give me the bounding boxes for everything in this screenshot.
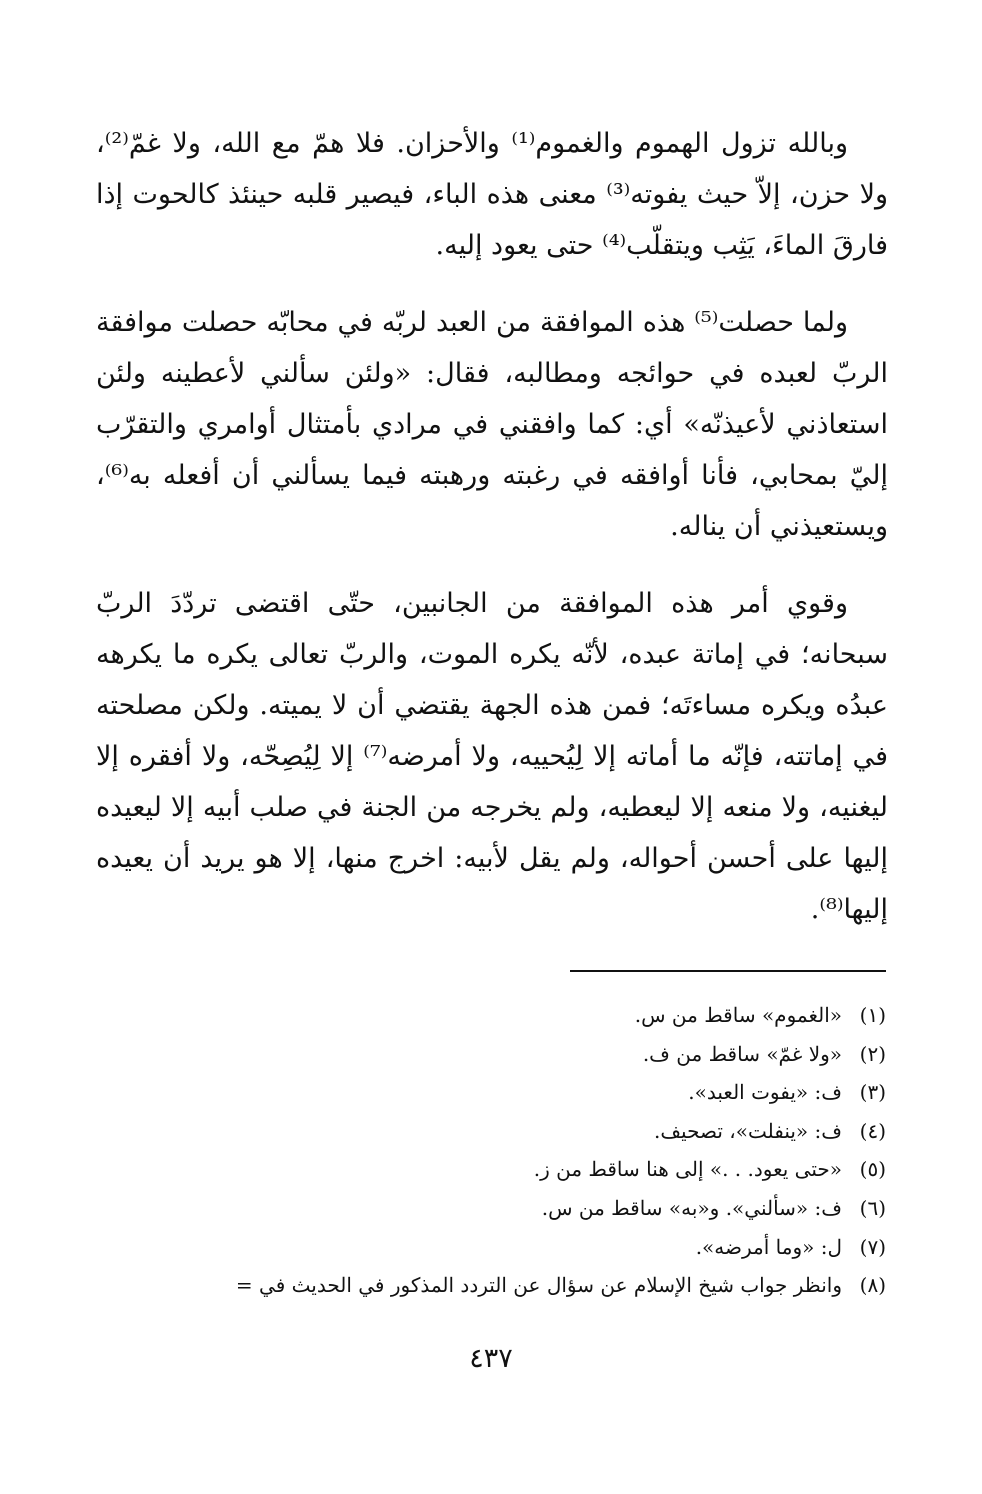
footnote-item: [80, 996, 886, 1035]
footnote-item: [80, 1112, 886, 1151]
footnote-item: [80, 1228, 886, 1267]
footnote-number: (٢): [859, 1041, 886, 1066]
footnote-number: (٦): [859, 1195, 886, 1220]
footnote-item: [80, 1189, 886, 1228]
footnote-divider: [570, 970, 886, 972]
footnote-text: «حتى يعود. . .» إلى هنا ساقط من ز.: [533, 1157, 842, 1182]
footnote-text: وانظر جواب شيخ الإسلام عن سؤال عن التردد المذكور في الحديث في =: [235, 1273, 842, 1298]
paragraph-3: وقوي أمر هذه الموافقة من الجانبين، حتّى اقتضى تردّدَ الربّ سبحانه؛ في إماتة عبده، لأنّه يكره الموت، والربّ تعالى يكره ما يكرهه عبدُه ويكره مساءتَه؛ فمن هذه الجهة يقتضي أن لا يميته. ولكن مصلحته في إماتته، فإنّه ما أماته إلا لِيُحييه، ولا أمرضه⁽⁷⁾ إلا لِيُصِحّه، ولا أفقره إلا ليغنيه، ولا منعه إلا ليعطيه، ولم يخرجه من الجنة في صلب أبيه إلا ليعيده إليها على أحسن أحواله، ولم يقل لأبيه: اخرج منها، إلا هو يريد أن يعيده إليها⁽⁸⁾.: [96, 588, 888, 925]
footnote-number: (٤): [859, 1118, 886, 1143]
footnote-text: «الغموم» ساقط من س.: [634, 1003, 842, 1027]
footnote-number: (١): [859, 1003, 886, 1027]
footnote-text: ف: «يفوت العبد».: [688, 1080, 842, 1105]
footnote-item: [80, 1150, 886, 1189]
footnote-item: [80, 1035, 886, 1074]
page-number: ٤٣٧: [469, 1343, 513, 1374]
footnote-number: (٨): [859, 1273, 886, 1298]
footnote-item: [80, 1073, 886, 1112]
paragraph-2: ولما حصلت⁽⁵⁾ هذه الموافقة من العبد لربّه في محابّه حصلت موافقة الربّ لعبده في حوائجه ومطالبه، فقال: «ولئن سألني لأعطينه ولئن استعاذني لأعيذنّه» أي: كما وافقني في مرادي بأمتثال أوامري والتقرّب إليّ بمحابي، فأنا أوافقه في رغبته ورهبته فيما يسألني أن أفعله به⁽⁶⁾، ويستعيذني أن يناله.: [96, 307, 888, 542]
footnotes-list: [80, 996, 886, 1305]
footnote-text: «ولا غمّ» ساقط من ف.: [642, 1041, 842, 1066]
footnote-text: ل: «وما أمرضه».: [695, 1234, 842, 1259]
paragraph-1: وبالله تزول الهموم والغموم⁽¹⁾ والأحزان. فلا همّ مع الله، ولا غمّ⁽²⁾، ولا حزن، إلاّ حيث يفوته⁽³⁾ معنى هذه الباء، فيصير قلبه حينئذ كالحوت إذا فارقَ الماءَ، يَثِب ويتقلّب⁽⁴⁾ حتى يعود إليه.: [96, 128, 888, 261]
footnote-text: ف: «ينفلت»، تصحيف.: [653, 1118, 842, 1143]
footnote-number: (٣): [859, 1080, 886, 1105]
footnote-number: (٧): [859, 1234, 886, 1259]
footnote-item: [80, 1266, 886, 1305]
footnote-text: ف: «سألني». و«به» ساقط من س.: [541, 1195, 842, 1220]
footnote-number: (٥): [859, 1157, 886, 1182]
main-text: [96, 118, 888, 961]
